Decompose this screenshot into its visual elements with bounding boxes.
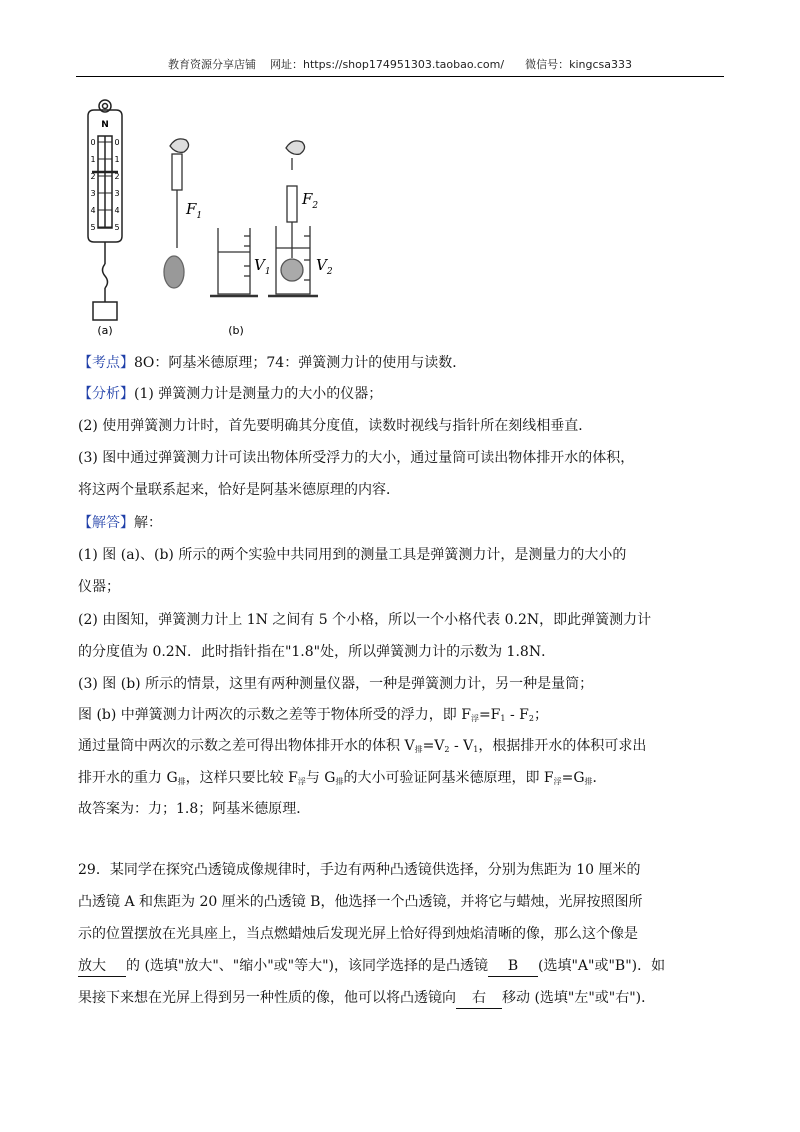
jieda-line-8: 排开水的重力 G排，这样只要比较 F浮与 G排的大小可验证阿基米德原理，即 F浮=G排． (78, 770, 607, 786)
jieda-line-head (78, 513, 162, 533)
jieda-head-text: 解： (134, 515, 162, 531)
force-f1-label: $F_1$ (186, 200, 203, 221)
label-a: (a) (97, 324, 113, 337)
volume-v2-label: $V_2$ (316, 256, 333, 277)
scale-tick-label: 2 (90, 172, 96, 181)
jieda-line-9: 故答案为：力；1.8；阿基米德原理． (78, 801, 311, 817)
jieda-line-7: 通过量筒中两次的示数之差可得出物体排开水的体积 V排=V2 - V1，根据排开水的体积可求出 (78, 738, 647, 754)
force-f2-label: $F_2$ (302, 190, 319, 211)
jieda-line-1: (1) 图 (a)、(b) 所示的两个实验中共同用到的测量工具是弹簧测力计，是测量力的大小的 (78, 547, 627, 563)
volume-v1-label: $V_1$ (254, 256, 271, 277)
scale-tick-label: 3 (114, 189, 120, 198)
fenxi-line-1 (78, 384, 382, 404)
kaodian-tag: 【考点】 (78, 355, 134, 371)
answer-blank-1: 放大 (78, 956, 126, 977)
q29-line-4: 放大 的 (选填"放大"、"缩小"或"等大")，该同学选择的是凸透镜 B (选填"A"或"B")．如 (78, 956, 665, 977)
jieda-line-4: 的分度值为 0.2N．此时指针指在"1.8"处，所以弹簧测力计的示数为 1.8N． (78, 644, 556, 660)
scale-tick-label: 1 (114, 155, 120, 164)
kaodian-line (78, 353, 466, 373)
jieda-line-6: 图 (b) 中弹簧测力计两次的示数之差等于物体所受的浮力，即 F浮=F1 - F2； (78, 707, 548, 723)
experiment-figure (78, 96, 388, 344)
scale-in-water (268, 141, 318, 296)
fenxi-text-1: (1) 弹簧测力计是测量力的大小的仪器； (134, 386, 383, 402)
scale-tick-label: 0 (114, 138, 120, 147)
q29-line-5: 果接下来想在光屏上得到另一种性质的像，他可以将凸透镜向 右 移动 (选填"左"或"右")． (78, 988, 655, 1009)
fenxi-line-3: (3) 图中通过弹簧测力计可读出物体所受浮力的大小，通过量筒可读出物体排开水的体积， (78, 450, 635, 466)
scale-tick-label: 4 (90, 206, 96, 215)
scale-tick-label: 5 (114, 223, 120, 232)
scale-tick-label: 4 (114, 206, 120, 215)
header-url[interactable]: 网址：https://shop174951303.taobao.com/ (270, 58, 505, 71)
scale-tick-label: 3 (90, 189, 96, 198)
kaodian-text: 8O：阿基米德原理；74：弹簧测力计的使用与读数． (134, 355, 467, 371)
jieda-line-2: 仪器； (78, 579, 120, 595)
fenxi-line-2: (2) 使用弹簧测力计时，首先要明确其分度值，读数时视线与指针所在刻线相垂直． (78, 418, 593, 434)
scale-tick-label: 2 (114, 172, 120, 181)
jieda-tag: 【解答】 (78, 515, 134, 531)
page-header (0, 56, 800, 72)
q29-line-1: 29．某同学在探究凸透镜成像规律时，手边有两种凸透镜供选择，分别为焦距为 10 厘米的 (78, 862, 641, 878)
jieda-line-3: (2) 由图知，弹簧测力计上 1N 之间有 5 个小格，所以一个小格代表 0.2N，即此弹簧测力计 (78, 612, 652, 628)
jieda-line-5: (3) 图 (b) 所示的情景，这里有两种测量仪器，一种是弹簧测力计，另一种是量筒； (78, 676, 594, 692)
q29-line-3: 示的位置摆放在光具座上，当点燃蜡烛后发现光屏上恰好得到烛焰清晰的像，那么这个像是 (78, 926, 638, 942)
fenxi-tag: 【分析】 (78, 386, 134, 402)
header-divider (76, 76, 724, 77)
header-wechat: 微信号：kingcsa333 (525, 58, 632, 71)
scale-tick-label: 5 (90, 223, 96, 232)
scale-in-air (164, 139, 189, 288)
header-shop: 教育资源分享店铺 (168, 58, 257, 71)
scale-unit-label: N (101, 120, 109, 130)
beaker-v1 (210, 228, 258, 296)
scale-tick-label: 1 (90, 155, 96, 164)
answer-blank-3: 右 (456, 988, 502, 1009)
scale-tick-label: 0 (90, 138, 96, 147)
answer-blank-2: B (488, 956, 538, 977)
label-b: (b) (228, 324, 244, 337)
fenxi-line-4: 将这两个量联系起来，恰好是阿基米德原理的内容． (78, 482, 400, 498)
q29-line-2: 凸透镜 A 和焦距为 20 厘米的凸透镜 B，他选择一个凸透镜，并将它与蜡烛，光屏按照图所 (78, 894, 643, 910)
